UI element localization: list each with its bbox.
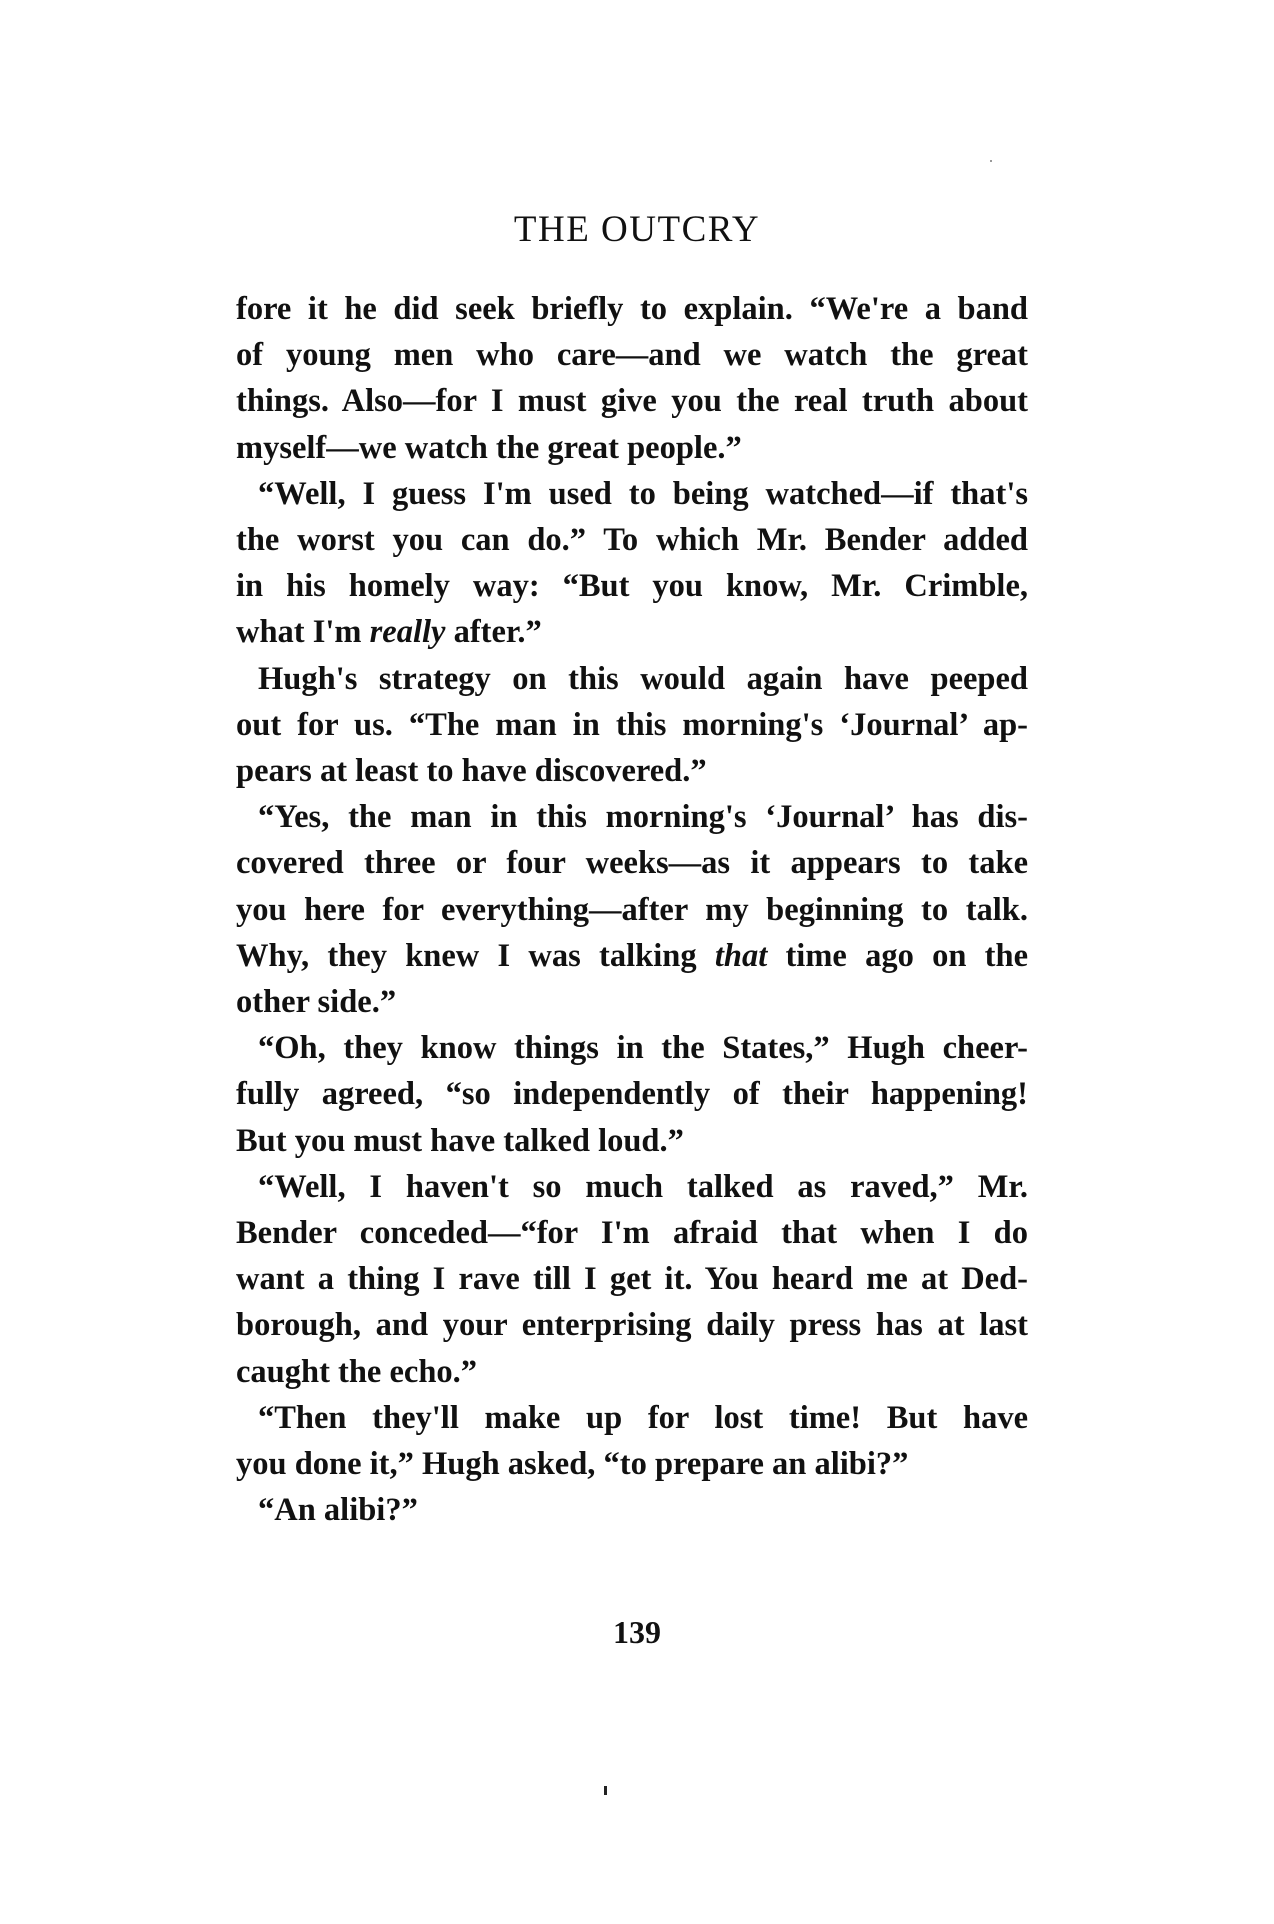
text-line: you done it,” Hugh asked, “to prepare an alibi?” — [236, 1446, 909, 1483]
text-line: Bender conceded—“for I'm afraid that when I do — [236, 1215, 1028, 1252]
text-line: “Well, I guess I'm used to being watched—if that's — [258, 475, 1028, 512]
text-line: covered three or four weeks—as it appears to take — [236, 845, 1028, 882]
text-line: “Then they'll make up for lost time! But have — [258, 1399, 1028, 1436]
running-head-title: THE OUTCRY — [513, 209, 761, 250]
text-line: what I'm really after.” — [236, 614, 542, 651]
text-line: other side.” — [236, 984, 397, 1021]
text-line: out for us. “The man in this morning's ‘Journal’ ap- — [236, 706, 1028, 743]
text-line: “An alibi?” — [258, 1492, 418, 1529]
print-speck — [604, 1786, 607, 1795]
text-line: “Well, I haven't so much talked as raved,” Mr. — [258, 1168, 1028, 1205]
text-line: Why, they knew I was talking that time ago on the — [236, 937, 1028, 974]
text-line: things. Also—for I must give you the real truth about — [236, 383, 1028, 420]
text-line: of young men who care—and we watch the great — [236, 337, 1028, 374]
page-number: 139 — [613, 1614, 661, 1650]
text-line: fully agreed, “so independently of their happening! — [236, 1076, 1028, 1113]
emphasis-word: that — [714, 937, 768, 974]
text-line: “Yes, the man in this morning's ‘Journal’ has dis- — [258, 799, 1028, 836]
text-line: in his homely way: “But you know, Mr. Crimble, — [236, 568, 1028, 605]
text-line: you here for everything—after my beginning to talk. — [236, 891, 1028, 928]
text-line: But you must have talked loud.” — [236, 1122, 684, 1159]
emphasis-word: really — [369, 614, 446, 651]
print-speck — [990, 160, 992, 162]
text-line: Hugh's strategy on this would again have peeped — [258, 660, 1028, 697]
text-line: the worst you can do.” To which Mr. Bender added — [236, 522, 1028, 559]
text-line: myself—we watch the great people.” — [236, 429, 742, 466]
text-line: want a thing I rave till I get it. You heard me at Ded- — [236, 1261, 1028, 1298]
text-line: caught the echo.” — [236, 1353, 478, 1390]
text-line: borough, and your enterprising daily press has at last — [236, 1307, 1028, 1344]
text-line: pears at least to have discovered.” — [236, 753, 707, 790]
text-line: “Oh, they know things in the States,” Hugh cheer- — [258, 1030, 1028, 1067]
text-line: fore it he did seek briefly to explain. “We're a band — [236, 291, 1028, 327]
body-text — [236, 286, 1028, 1533]
